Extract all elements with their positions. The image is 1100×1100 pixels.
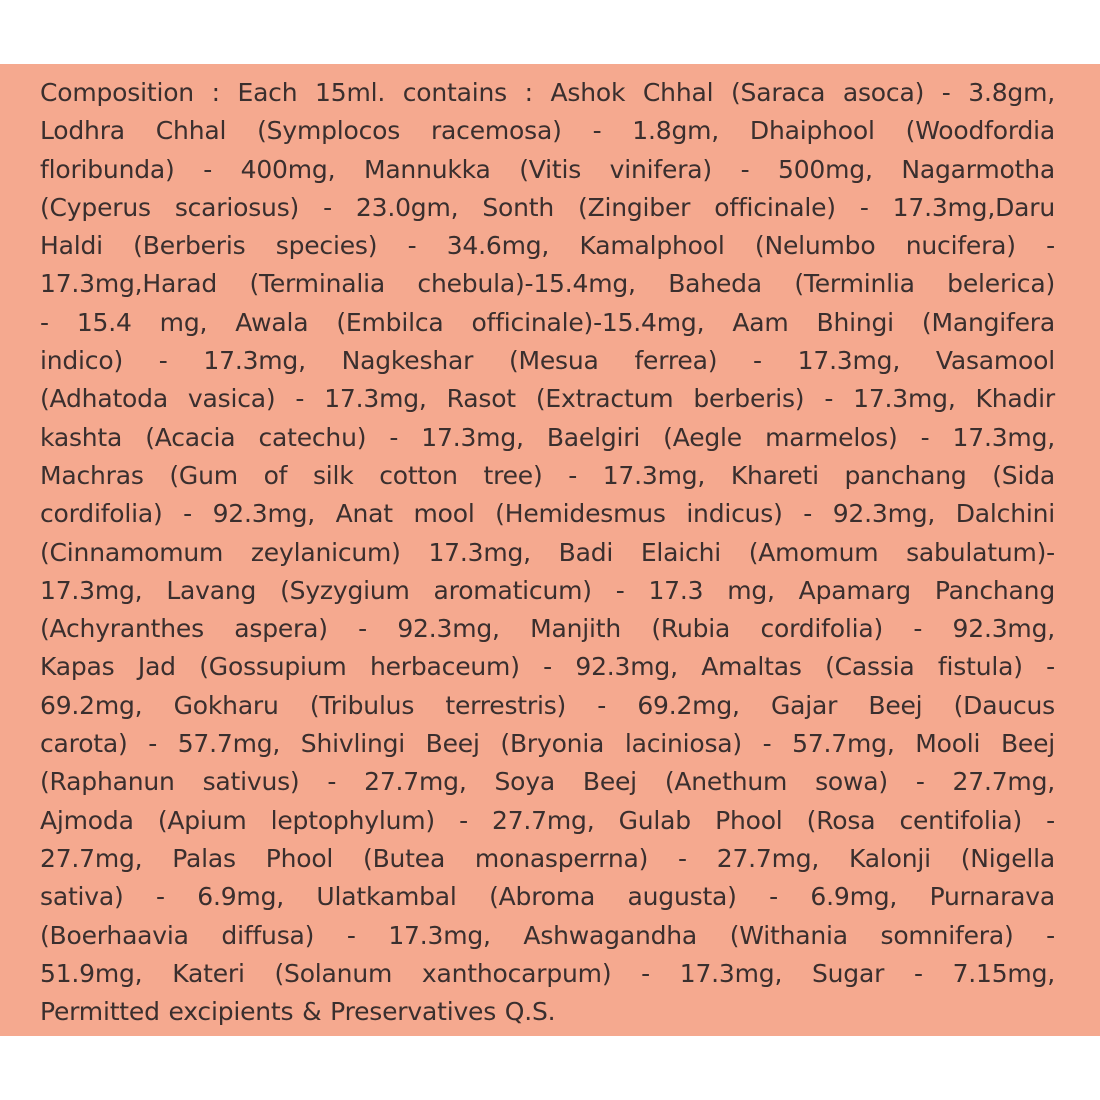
- composition-line: carota) - 57.7mg, Shivlingi Beej (Bryonia laciniosa) - 57.7mg, Mooli Beej: [40, 729, 1055, 759]
- composition-line: Ajmoda (Apium leptophylum) - 27.7mg, Gulab Phool (Rosa centifolia) -: [40, 805, 1055, 835]
- composition-label-panel: [0, 64, 1100, 1036]
- composition-line: (Achyranthes aspera) - 92.3mg, Manjith (Rubia cordifolia) - 92.3mg,: [40, 614, 1055, 644]
- composition-line: cordifolia) - 92.3mg, Anat mool (Hemidesmus indicus) - 92.3mg, Dalchini: [40, 499, 1055, 529]
- composition-line: 27.7mg, Palas Phool (Butea monasperrna) - 27.7mg, Kalonji (Nigella: [40, 843, 1055, 873]
- composition-line: (Adhatoda vasica) - 17.3mg, Rasot (Extractum berberis) - 17.3mg, Khadir: [40, 384, 1055, 414]
- composition-line: (Cinnamomum zeylanicum) 17.3mg, Badi Elaichi (Amomum sabulatum)-: [40, 537, 1055, 567]
- composition-line: floribunda) - 400mg, Mannukka (Vitis vinifera) - 500mg, Nagarmotha: [40, 154, 1055, 184]
- composition-line: 17.3mg,Harad (Terminalia chebula)-15.4mg, Baheda (Terminlia belerica): [40, 269, 1055, 299]
- composition-line: 17.3mg, Lavang (Syzygium aromaticum) - 17.3 mg, Apamarg Panchang: [40, 575, 1055, 605]
- composition-line: (Boerhaavia diffusa) - 17.3mg, Ashwagandha (Withania somnifera) -: [40, 920, 1055, 950]
- composition-line: Lodhra Chhal (Symplocos racemosa) - 1.8gm, Dhaiphool (Woodfordia: [40, 116, 1055, 146]
- composition-line: 69.2mg, Gokharu (Tribulus terrestris) - 69.2mg, Gajar Beej (Daucus: [40, 690, 1055, 720]
- composition-line: Composition : Each 15ml. contains : Ashok Chhal (Saraca asoca) - 3.8gm,: [40, 78, 1055, 107]
- composition-line: 51.9mg, Kateri (Solanum xanthocarpum) - 17.3mg, Sugar - 7.15mg,: [40, 958, 1055, 988]
- composition-line: (Raphanun sativus) - 27.7mg, Soya Beej (Anethum sowa) - 27.7mg,: [40, 767, 1055, 797]
- composition-line: Kapas Jad (Gossupium herbaceum) - 92.3mg, Amaltas (Cassia fistula) -: [40, 652, 1055, 682]
- composition-text: [40, 74, 1055, 1031]
- composition-line: - 15.4 mg, Awala (Embilca officinale)-15.4mg, Aam Bhingi (Mangifera: [40, 307, 1055, 337]
- composition-line: Permitted excipients & Preservatives Q.S.: [40, 997, 556, 1027]
- composition-line: Machras (Gum of silk cotton tree) - 17.3mg, Khareti panchang (Sida: [40, 460, 1055, 490]
- composition-line: Haldi (Berberis species) - 34.6mg, Kamalphool (Nelumbo nucifera) -: [40, 231, 1055, 261]
- composition-line: sativa) - 6.9mg, Ulatkambal (Abroma augusta) - 6.9mg, Purnarava: [40, 882, 1055, 912]
- composition-line: indico) - 17.3mg, Nagkeshar (Mesua ferrea) - 17.3mg, Vasamool: [40, 346, 1055, 376]
- composition-line: (Cyperus scariosus) - 23.0gm, Sonth (Zingiber officinale) - 17.3mg,Daru: [40, 192, 1055, 222]
- composition-line: kashta (Acacia catechu) - 17.3mg, Baelgiri (Aegle marmelos) - 17.3mg,: [40, 422, 1055, 452]
